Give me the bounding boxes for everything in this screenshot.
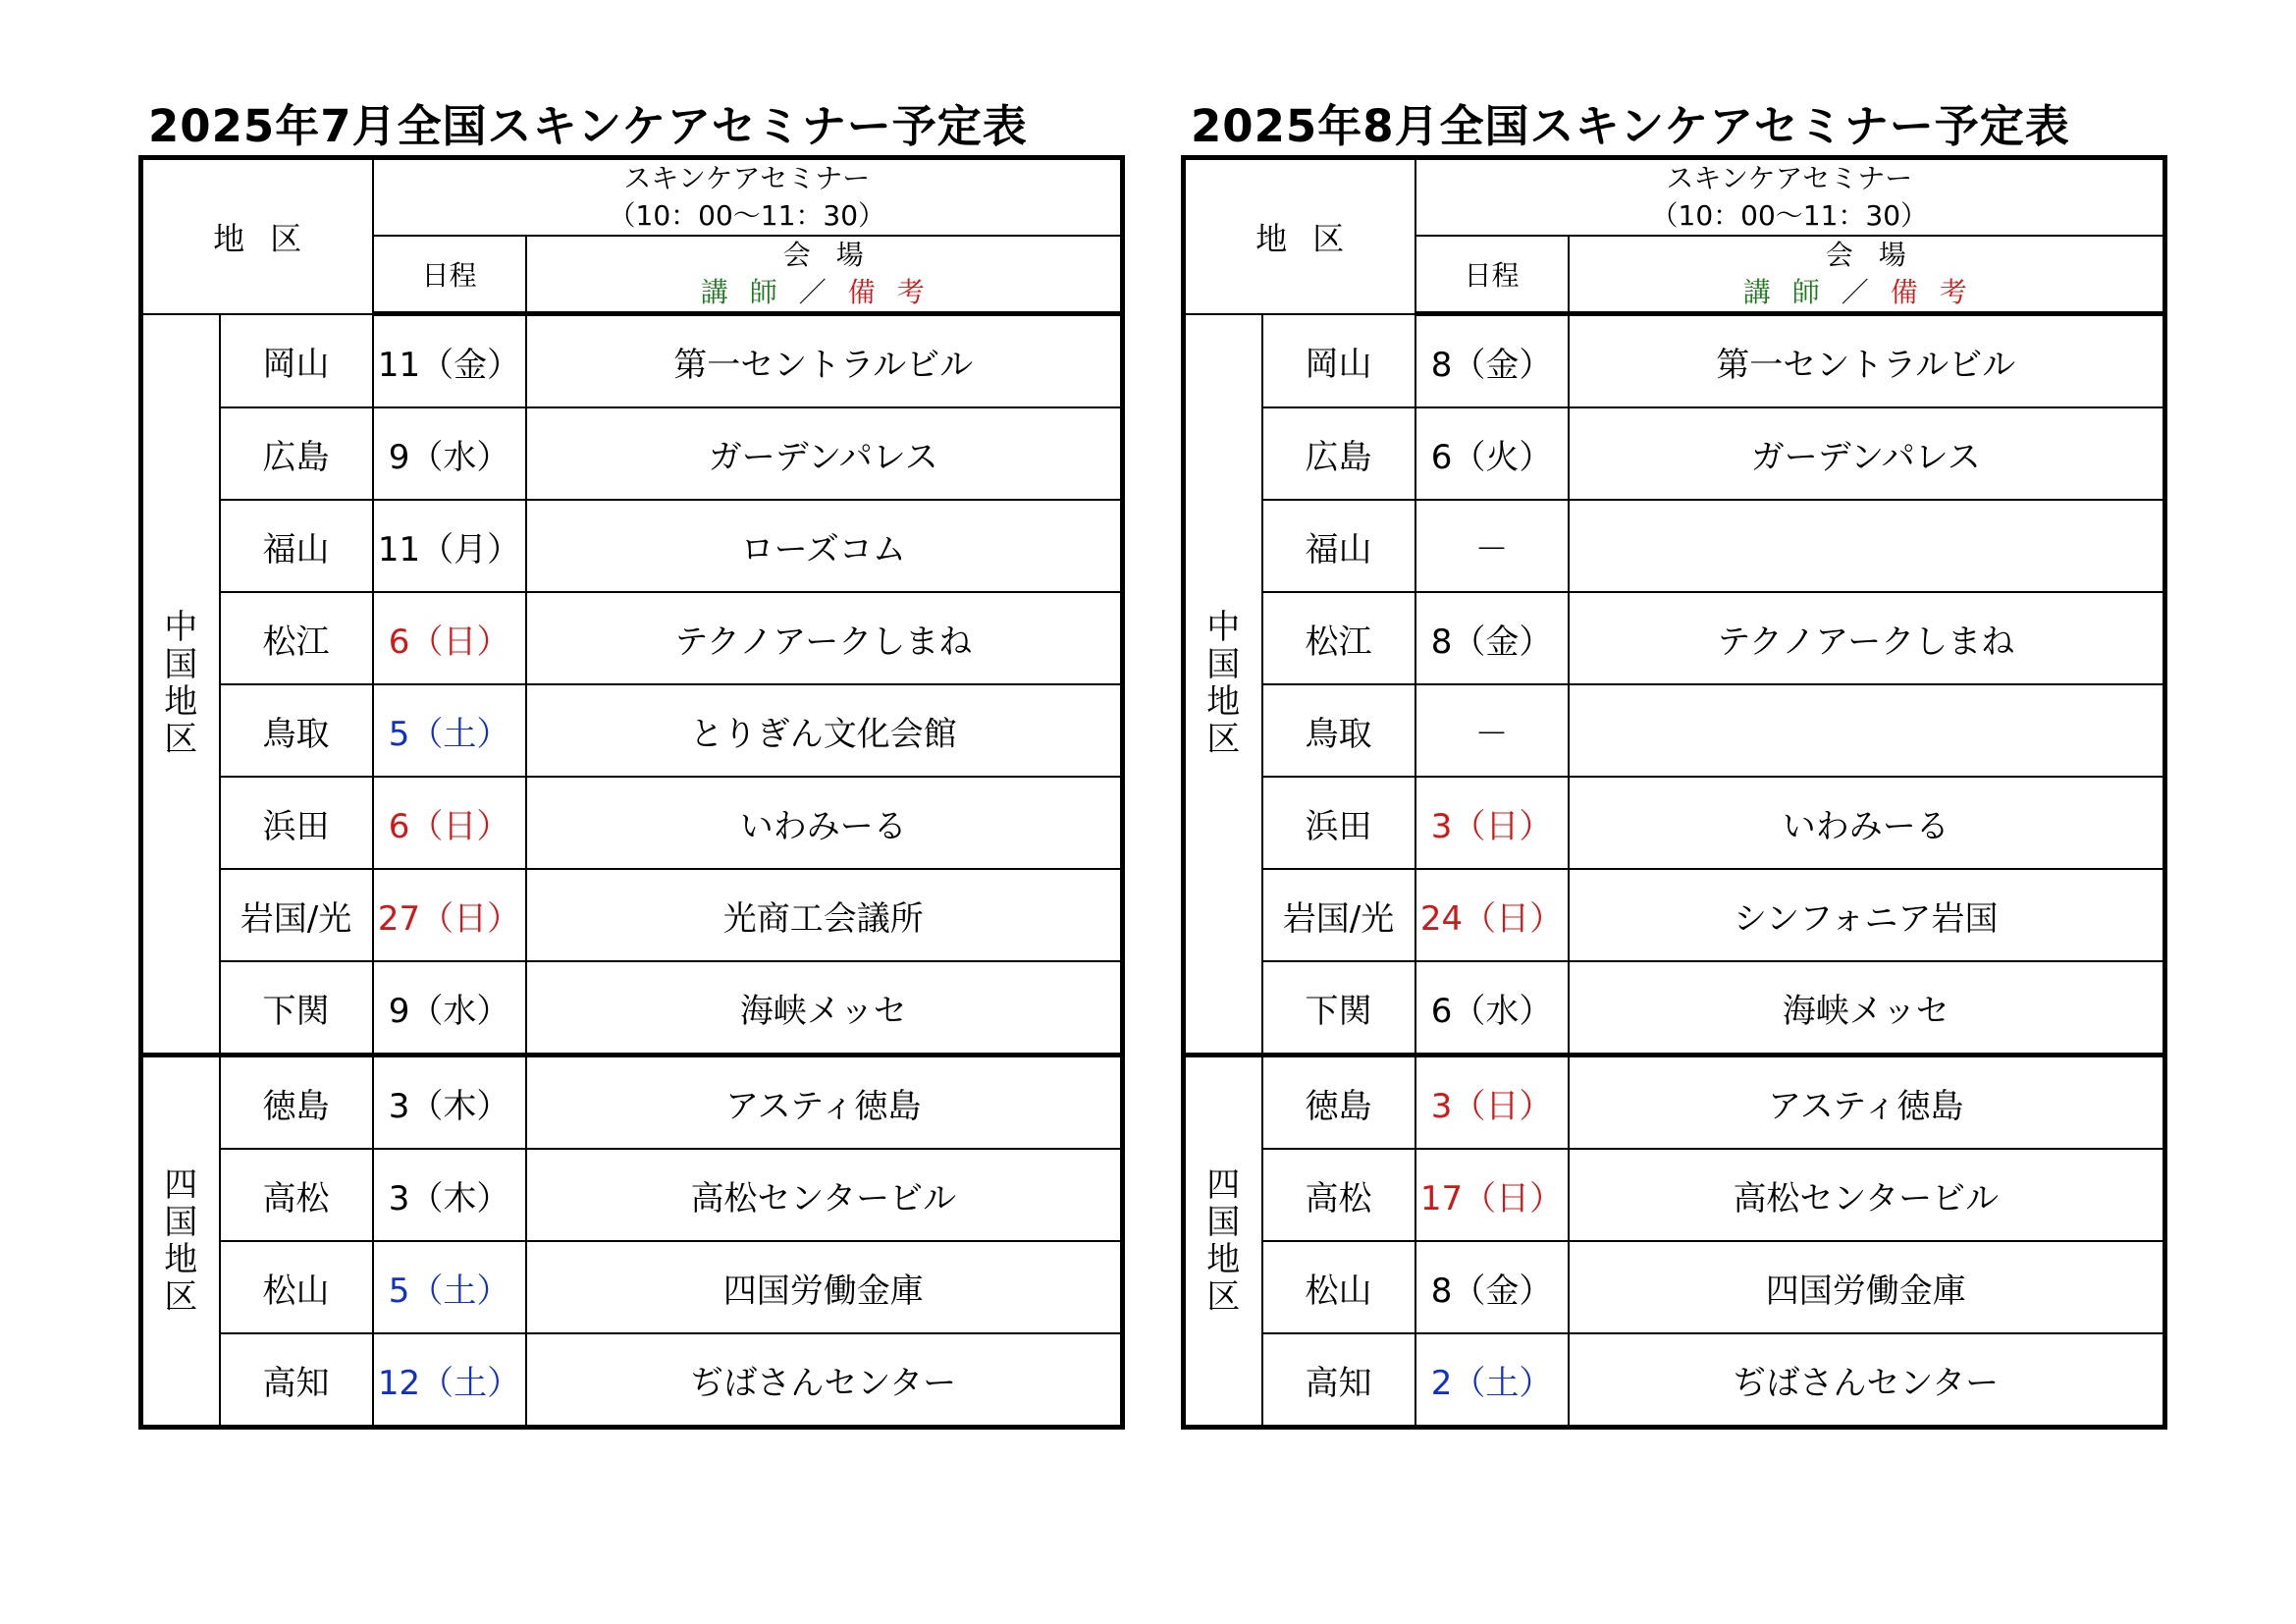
district-header: 地区 — [1184, 158, 1415, 314]
venue-cell: 四国労働金庫 — [1569, 1241, 2165, 1333]
venue-cell: 第一セントラルビル — [1569, 314, 2165, 408]
slash-separator: ／ — [798, 276, 827, 308]
city-cell: 岡山 — [220, 314, 373, 408]
date-cell: 8（金） — [1415, 1241, 1569, 1333]
city-cell: 鳥取 — [1262, 684, 1415, 777]
region-cell — [1184, 314, 1262, 1056]
date-cell: 8（金） — [1415, 314, 1569, 408]
date-cell: 11（月） — [373, 500, 526, 592]
table-row — [141, 1333, 1123, 1428]
venue-cell: テクノアークしまね — [526, 592, 1123, 684]
seminar-time: （10：00～11：30） — [1650, 199, 1929, 232]
venue-cell: 光商工会議所 — [526, 869, 1123, 961]
seminar-time: （10：00～11：30） — [608, 199, 886, 232]
table-row — [1184, 1056, 2165, 1150]
city-cell: 福山 — [1262, 500, 1415, 592]
venue-cell: 海峡メッセ — [1569, 961, 2165, 1056]
table-row — [141, 869, 1123, 961]
venue-cell: ローズコム — [526, 500, 1123, 592]
date-cell: 11（金） — [373, 314, 526, 408]
venue-cell: 海峡メッセ — [526, 961, 1123, 1056]
remarks-label: 備考 — [847, 276, 946, 308]
table-row — [1184, 592, 2165, 684]
region-label: 中国地区 — [164, 608, 198, 760]
table-row — [1184, 407, 2165, 500]
date-cell: 17（日） — [1415, 1149, 1569, 1241]
date-cell: 27（日） — [373, 869, 526, 961]
date-cell: 6（日） — [373, 592, 526, 684]
region-cell — [141, 1056, 220, 1428]
august-table — [1181, 155, 2167, 1430]
venue-label: 会場 — [1825, 239, 1932, 271]
date-cell: 24（日） — [1415, 869, 1569, 961]
venue-cell: 四国労働金庫 — [526, 1241, 1123, 1333]
city-cell: 広島 — [1262, 407, 1415, 500]
table-row — [141, 961, 1123, 1056]
table-row — [141, 684, 1123, 777]
city-cell: 徳島 — [1262, 1056, 1415, 1150]
table-row — [141, 1241, 1123, 1333]
region-cell — [1184, 1056, 1262, 1428]
city-cell: 徳島 — [220, 1056, 373, 1150]
city-cell: 松江 — [220, 592, 373, 684]
venue-cell: テクノアークしまね — [1569, 592, 2165, 684]
slash-separator: ／ — [1841, 276, 1869, 308]
date-header: 日程 — [373, 236, 526, 314]
venue-header — [526, 236, 1123, 314]
table-row — [141, 407, 1123, 500]
seminar-header — [373, 158, 1123, 237]
august-schedule — [1181, 98, 2166, 1430]
city-cell: 松山 — [220, 1241, 373, 1333]
district-header: 地区 — [141, 158, 373, 314]
venue-cell: とりぎん文化会館 — [526, 684, 1123, 777]
seminar-title: スキンケアセミナー — [1666, 162, 1913, 194]
city-cell: 岩国/光 — [220, 869, 373, 961]
july-title: 2025年7月全国スキンケアセミナー予定表 — [148, 100, 1028, 152]
date-cell: 9（水） — [373, 407, 526, 500]
date-cell: 3（木） — [373, 1056, 526, 1150]
table-row — [141, 1056, 1123, 1150]
date-cell: 8（金） — [1415, 592, 1569, 684]
header-row — [1184, 158, 2165, 237]
date-cell: 5（土） — [373, 684, 526, 777]
venue-cell: アスティ徳島 — [1569, 1056, 2165, 1150]
city-cell: 松山 — [1262, 1241, 1415, 1333]
venue-header — [1569, 236, 2165, 314]
table-row — [1184, 1241, 2165, 1333]
date-cell: 5（土） — [373, 1241, 526, 1333]
date-cell: 6（火） — [1415, 407, 1569, 500]
region-label: 四国地区 — [164, 1165, 198, 1317]
venue-cell: シンフォニア岩国 — [1569, 869, 2165, 961]
region-label: 中国地区 — [1206, 608, 1241, 760]
date-header: 日程 — [1415, 236, 1569, 314]
table-row — [1184, 684, 2165, 777]
august-table-body — [1184, 158, 2165, 1428]
notes-label — [1570, 274, 2163, 311]
seminar-title: スキンケアセミナー — [623, 162, 871, 194]
city-cell: 松江 — [1262, 592, 1415, 684]
venue-cell: ガーデンパレス — [526, 407, 1123, 500]
remarks-label: 備考 — [1890, 276, 1989, 308]
table-row — [141, 1149, 1123, 1241]
city-cell: 下関 — [220, 961, 373, 1056]
date-cell: － — [1415, 500, 1569, 592]
venue-cell — [1569, 500, 2165, 592]
city-cell: 浜田 — [1262, 777, 1415, 869]
seminar-header — [1415, 158, 2165, 237]
venue-cell: アスティ徳島 — [526, 1056, 1123, 1150]
city-cell: 高知 — [1262, 1333, 1415, 1428]
july-table — [138, 155, 1125, 1430]
table-row — [1184, 961, 2165, 1056]
date-cell: 12（土） — [373, 1333, 526, 1428]
header-row — [141, 158, 1123, 237]
date-cell: 9（水） — [373, 961, 526, 1056]
city-cell: 浜田 — [220, 777, 373, 869]
venue-cell: 第一セントラルビル — [526, 314, 1123, 408]
city-cell: 高松 — [1262, 1149, 1415, 1241]
table-row — [1184, 500, 2165, 592]
july-table-body — [141, 158, 1123, 1428]
table-row — [1184, 777, 2165, 869]
table-row — [141, 314, 1123, 408]
date-cell: 6（水） — [1415, 961, 1569, 1056]
august-title: 2025年8月全国スキンケアセミナー予定表 — [1191, 100, 2070, 152]
venue-cell: いわみーる — [526, 777, 1123, 869]
venue-cell: 高松センタービル — [526, 1149, 1123, 1241]
region-label: 四国地区 — [1206, 1165, 1241, 1317]
table-row — [1184, 869, 2165, 961]
venue-cell: ぢばさんセンター — [526, 1333, 1123, 1428]
table-row — [141, 777, 1123, 869]
venue-cell: いわみーる — [1569, 777, 2165, 869]
table-row — [1184, 1333, 2165, 1428]
notes-label — [527, 274, 1121, 311]
city-cell: 下関 — [1262, 961, 1415, 1056]
venue-cell: ガーデンパレス — [1569, 407, 2165, 500]
venue-label: 会場 — [782, 239, 889, 271]
date-cell: 2（土） — [1415, 1333, 1569, 1428]
city-cell: 岡山 — [1262, 314, 1415, 408]
city-cell: 岩国/光 — [1262, 869, 1415, 961]
venue-cell: 高松センタービル — [1569, 1149, 2165, 1241]
date-cell: 3（日） — [1415, 777, 1569, 869]
lecturer-label: 講師 — [700, 276, 799, 308]
table-row — [141, 592, 1123, 684]
region-cell — [141, 314, 220, 1056]
date-cell: 3（木） — [373, 1149, 526, 1241]
city-cell: 鳥取 — [220, 684, 373, 777]
date-cell: 6（日） — [373, 777, 526, 869]
table-row — [1184, 314, 2165, 408]
city-cell: 高知 — [220, 1333, 373, 1428]
table-row — [141, 500, 1123, 592]
date-cell: － — [1415, 684, 1569, 777]
city-cell: 福山 — [220, 500, 373, 592]
date-cell: 3（日） — [1415, 1056, 1569, 1150]
city-cell: 高松 — [220, 1149, 373, 1241]
venue-cell: ぢばさんセンター — [1569, 1333, 2165, 1428]
city-cell: 広島 — [220, 407, 373, 500]
table-row — [1184, 1149, 2165, 1241]
july-schedule — [138, 98, 1124, 1430]
lecturer-label: 講師 — [1742, 276, 1842, 308]
venue-cell — [1569, 684, 2165, 777]
